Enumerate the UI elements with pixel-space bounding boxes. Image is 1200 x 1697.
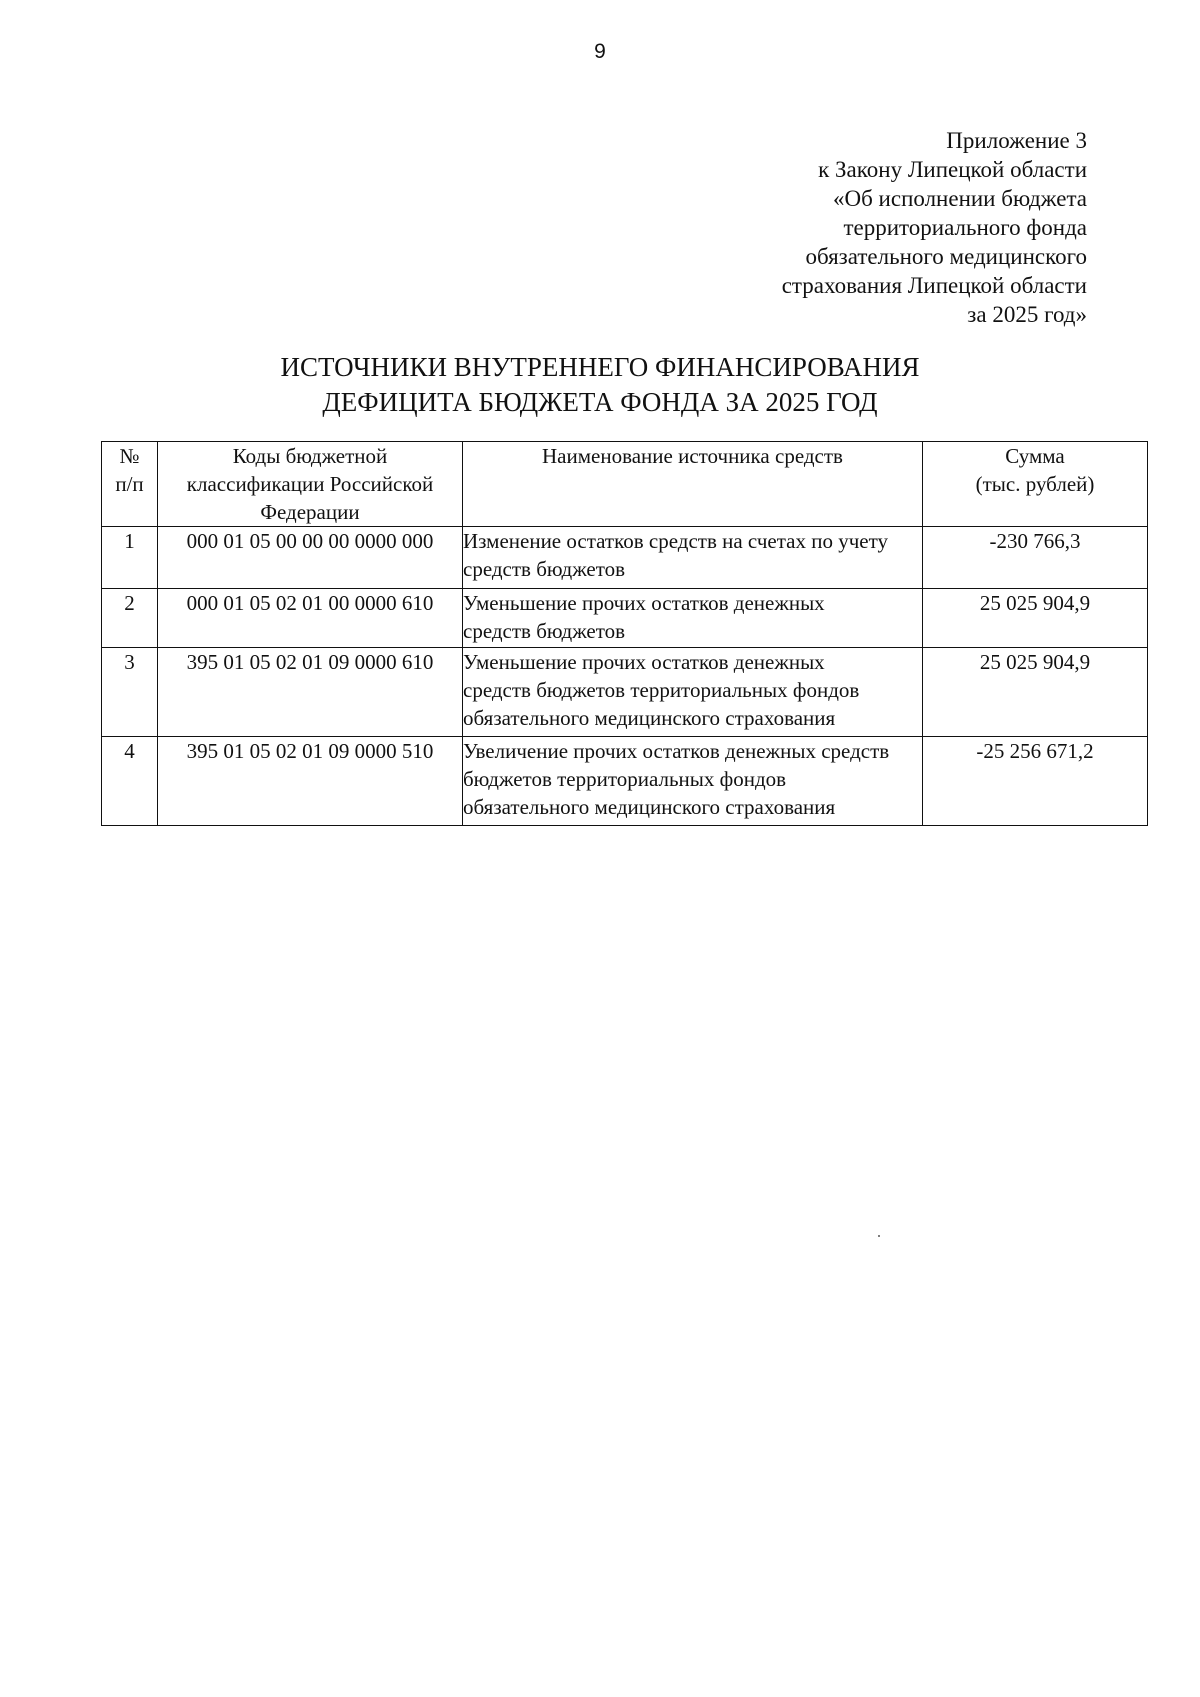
row-name bbox=[463, 737, 923, 826]
scan-speck bbox=[878, 1235, 880, 1237]
header-code-line: Федерации bbox=[260, 500, 360, 524]
header-sum-line: Сумма bbox=[1005, 444, 1065, 468]
header-num-line: № bbox=[119, 444, 140, 468]
document-title bbox=[0, 350, 1200, 420]
header-name-line: Наименование источника средств bbox=[542, 444, 843, 468]
header-code-line: классификации Российской bbox=[186, 472, 434, 496]
appendix-line: страхования Липецкой области bbox=[781, 273, 1087, 298]
row-num: 4 bbox=[102, 737, 158, 826]
header-code bbox=[158, 442, 463, 527]
row-name bbox=[463, 589, 923, 648]
header-sum-line: (тыс. рублей) bbox=[975, 472, 1095, 496]
row-num: 3 bbox=[102, 648, 158, 737]
appendix-line: обязательного медицинского bbox=[805, 244, 1087, 269]
financing-sources-table bbox=[101, 441, 1148, 826]
row-sum: 25 025 904,9 bbox=[923, 589, 1148, 648]
table-header-row bbox=[102, 442, 1148, 527]
header-num bbox=[102, 442, 158, 527]
row-sum: 25 025 904,9 bbox=[923, 648, 1148, 737]
row-name-line: средств бюджетов bbox=[463, 557, 626, 581]
row-num: 2 bbox=[102, 589, 158, 648]
row-name-line: обязательного медицинского страхования bbox=[463, 795, 836, 819]
appendix-line: территориального фонда bbox=[843, 215, 1087, 240]
row-code: 000 01 05 00 00 00 0000 000 bbox=[158, 527, 463, 589]
row-sum: -25 256 671,2 bbox=[923, 737, 1148, 826]
table-row bbox=[102, 527, 1148, 589]
document-title-line: ИСТОЧНИКИ ВНУТРЕННЕГО ФИНАНСИРОВАНИЯ bbox=[280, 352, 920, 382]
table-row bbox=[102, 589, 1148, 648]
row-name-line: средств бюджетов bbox=[463, 619, 626, 643]
row-name-line: Увеличение прочих остатков денежных средств bbox=[463, 739, 890, 763]
row-name-line: Уменьшение прочих остатков денежных bbox=[463, 650, 825, 674]
appendix-line: к Закону Липецкой области bbox=[818, 157, 1087, 182]
table-row bbox=[102, 737, 1148, 826]
header-sum bbox=[923, 442, 1148, 527]
header-name bbox=[463, 442, 923, 527]
appendix-line: «Об исполнении бюджета bbox=[832, 186, 1087, 211]
row-name-line: Уменьшение прочих остатков денежных bbox=[463, 591, 825, 615]
page-number: 9 bbox=[594, 40, 606, 63]
row-name bbox=[463, 527, 923, 589]
row-sum: -230 766,3 bbox=[923, 527, 1148, 589]
row-num: 1 bbox=[102, 527, 158, 589]
row-code: 000 01 05 02 01 00 0000 610 bbox=[158, 589, 463, 648]
appendix-line: за 2025 год» bbox=[967, 302, 1087, 327]
row-name-line: средств бюджетов территориальных фондов bbox=[463, 678, 860, 702]
row-name bbox=[463, 648, 923, 737]
row-code: 395 01 05 02 01 09 0000 510 bbox=[158, 737, 463, 826]
appendix-line: Приложение 3 bbox=[946, 128, 1087, 153]
row-name-line: Изменение остатков средств на счетах по учету bbox=[463, 529, 888, 553]
document-title-line: ДЕФИЦИТА БЮДЖЕТА ФОНДА ЗА 2025 ГОД bbox=[322, 387, 878, 417]
appendix-block bbox=[782, 126, 1087, 329]
row-code: 395 01 05 02 01 09 0000 610 bbox=[158, 648, 463, 737]
row-name-line: бюджетов территориальных фондов bbox=[463, 767, 787, 791]
header-code-line: Коды бюджетной bbox=[232, 444, 388, 468]
header-num-line: п/п bbox=[115, 472, 144, 496]
row-name-line: обязательного медицинского страхования bbox=[463, 706, 836, 730]
table-row bbox=[102, 648, 1148, 737]
